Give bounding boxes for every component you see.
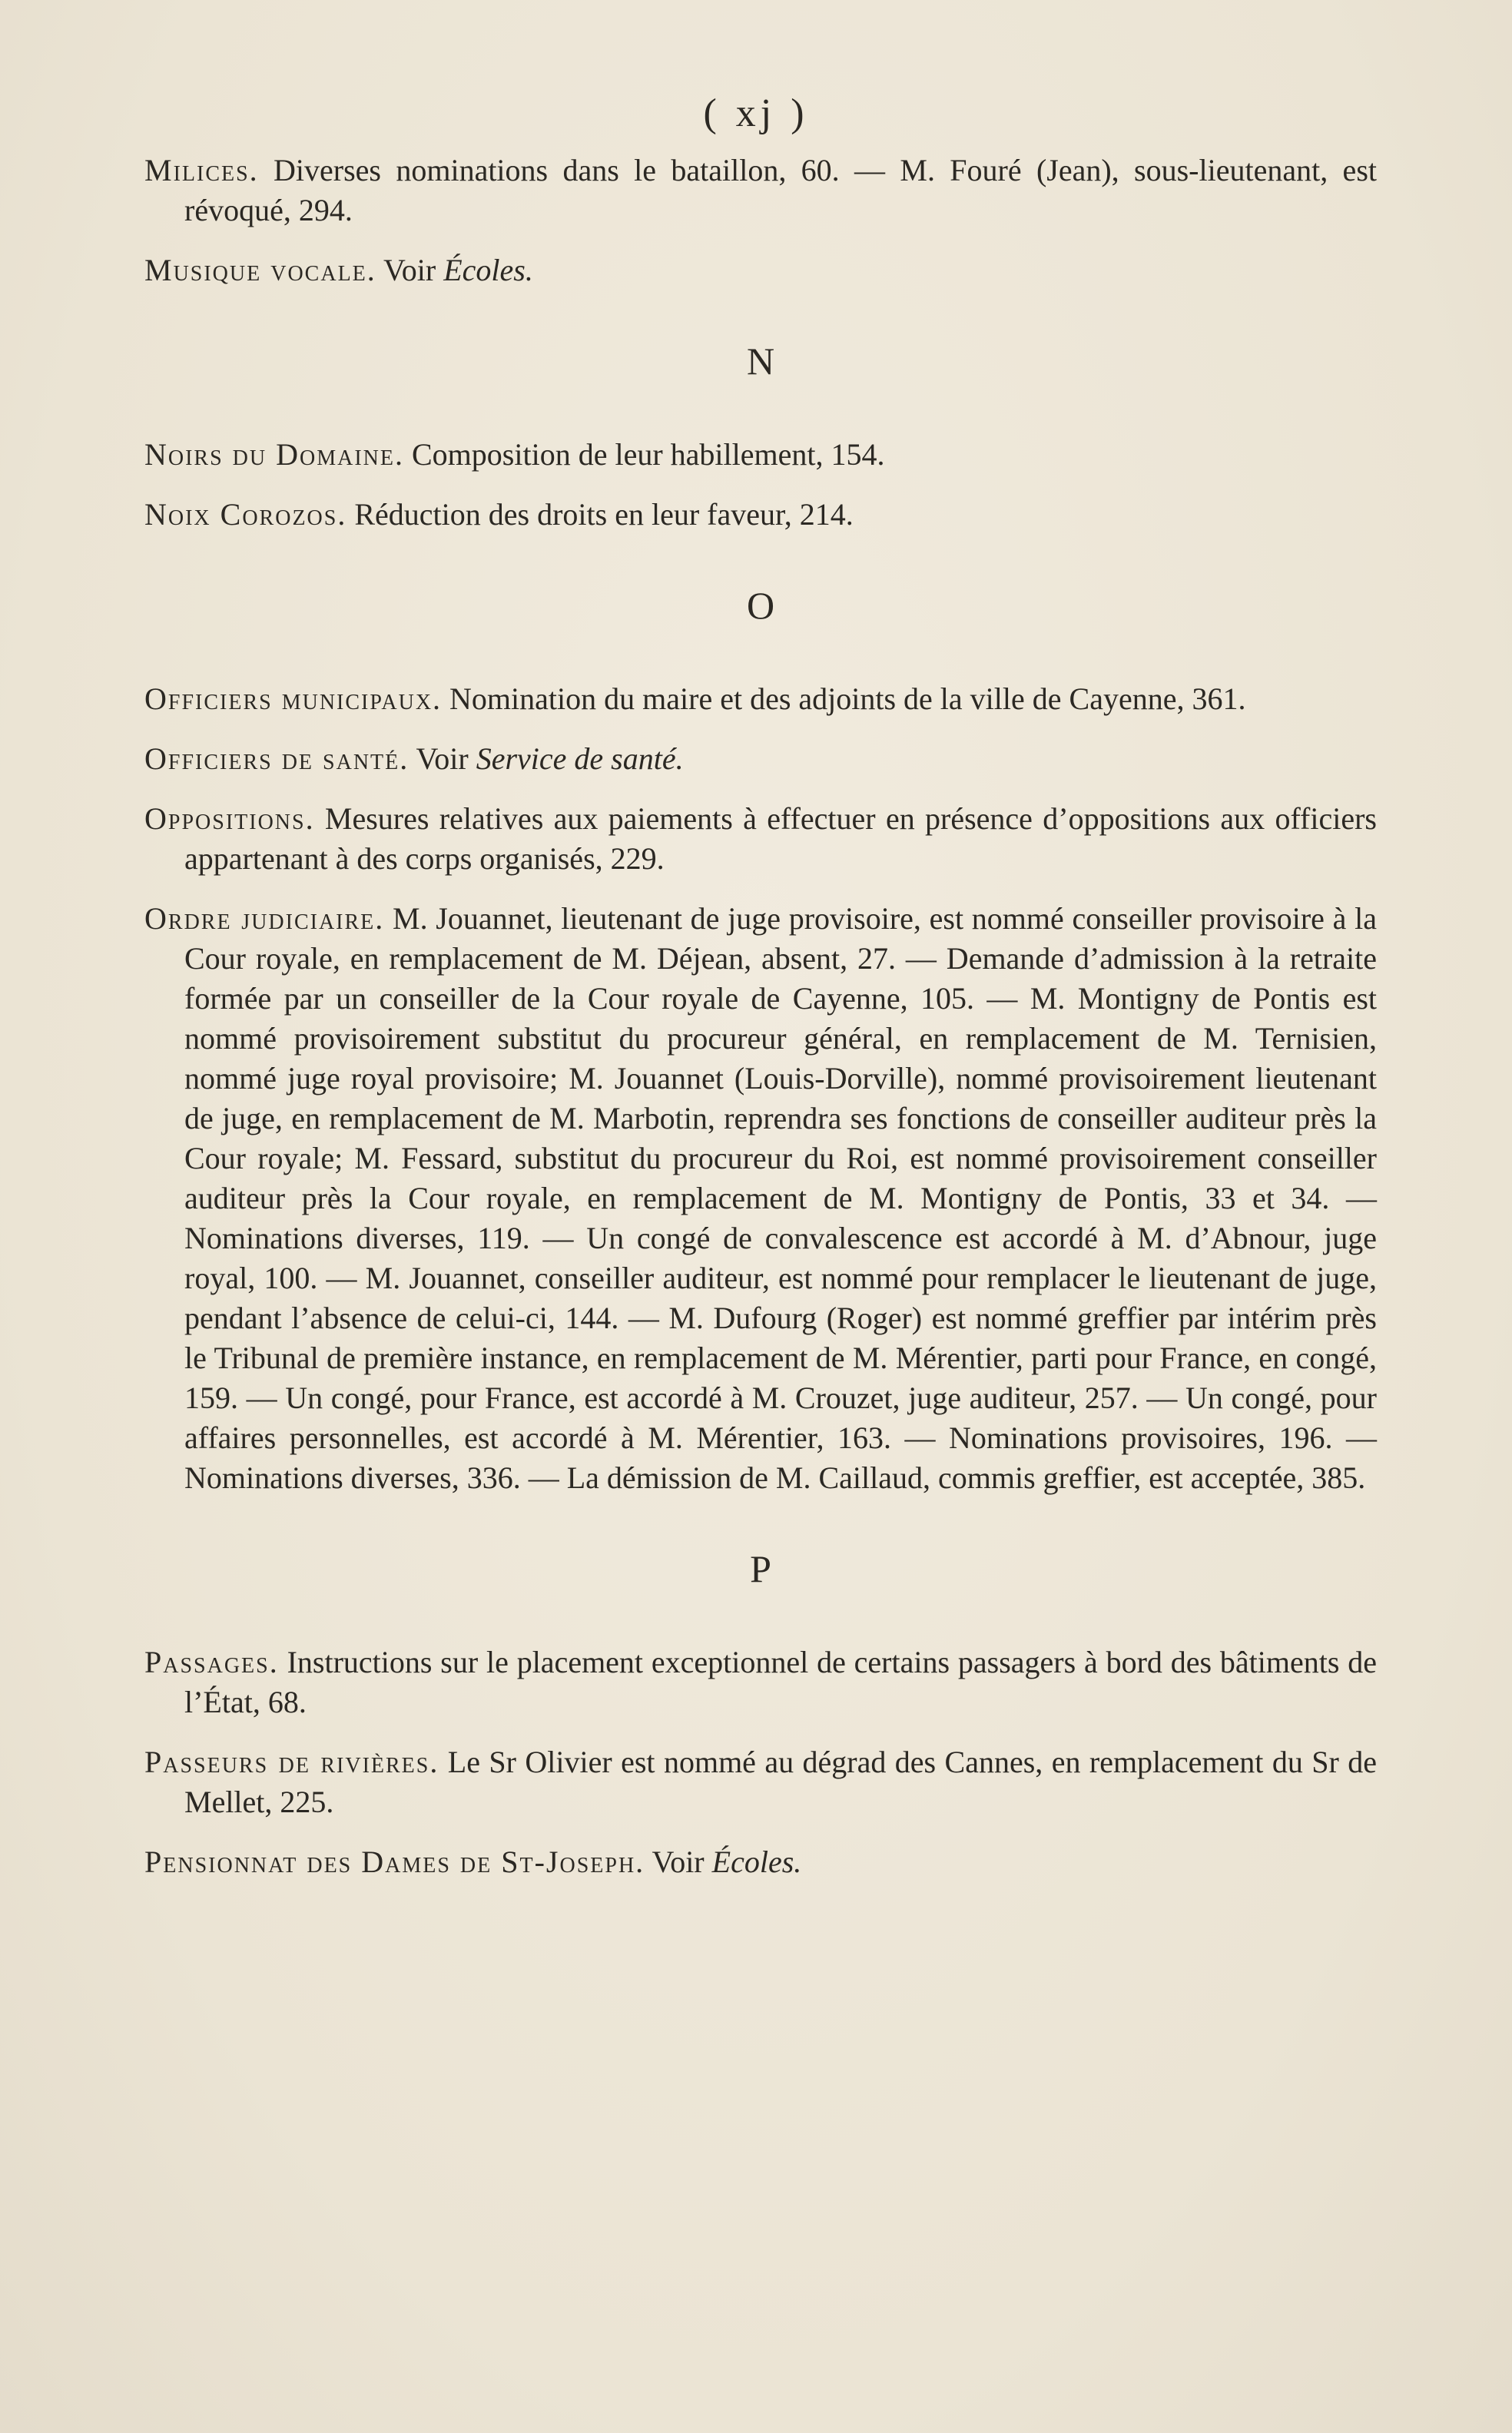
index-entry-milices — [144, 151, 1377, 230]
entry-reference: Service de santé. — [476, 741, 684, 776]
entry-heading: Officiers de santé. — [144, 741, 410, 776]
section-letter-n: N — [746, 340, 775, 383]
entry-text: Nomination du maire et des adjoints de la ville de Cayenne, 361. — [442, 681, 1246, 716]
index-entry-officiers-de-sante — [144, 739, 1377, 779]
entry-heading: Noix Corozos. — [144, 497, 347, 532]
entry-reference: Écoles. — [443, 253, 533, 287]
entry-text: Mesures relatives aux paiements à effectuer en présence d’oppositions aux officiers appartenant à des corps organisés, 229. — [184, 801, 1377, 876]
section-letter-p: P — [750, 1547, 771, 1590]
entry-text: Réduction des droits en leur faveur, 214. — [346, 497, 854, 532]
entry-text: Voir — [376, 253, 444, 287]
index-entry-oppositions — [144, 799, 1377, 879]
entry-heading: Passages. — [144, 1645, 279, 1679]
index-entry-ordre-judiciaire — [144, 899, 1377, 1498]
page-number: ( xj ) — [703, 91, 809, 135]
entry-heading: Passeurs de rivières. — [144, 1745, 439, 1779]
index-entry-noix-corozos — [144, 495, 1377, 535]
entry-text: Le Sr Olivier est nommé au dégrad des Cannes, en remplacement du Sr de Mellet, 225. — [184, 1745, 1377, 1819]
entry-heading: Musique vocale. — [144, 253, 376, 287]
entry-heading: Oppositions. — [144, 801, 315, 836]
index-text — [144, 151, 1377, 1902]
entry-reference: Écoles. — [711, 1845, 802, 1879]
entry-text: Diverses nominations dans le bataillon, 60. — M. Fouré (Jean), sous-lieutenant, est révoqué, 294. — [184, 153, 1377, 227]
entry-text: Instructions sur le placement exceptionnel de certains passagers à bord des bâtiments de l’État, 68. — [184, 1645, 1377, 1719]
index-entry-musique-vocale — [144, 250, 1377, 290]
index-entry-noirs-du-domaine — [144, 435, 1377, 475]
entry-heading: Officiers municipaux. — [144, 681, 443, 716]
entry-heading: Ordre judiciaire. — [144, 901, 385, 936]
index-entry-officiers-municipaux — [144, 679, 1377, 719]
entry-heading: Noirs du Domaine. — [144, 437, 404, 472]
entry-heading: Pensionnat des Dames de St-Joseph. — [144, 1845, 645, 1879]
section-letter-o: O — [746, 584, 775, 627]
entry-text: M. Jouannet, lieutenant de juge provisoire, est nommé conseiller provisoire à la Cour royale, en remplacement de M. Déjean, absent, 27. — Demande d’admission à la retraite formée par un conseiller de la Cour royale de Cayenne, 105. — M. Montigny de Pontis est nommé provisoirement substitut du procureur général, en remplacement de M. Ternisien, nommé juge royal provisoire; M. Jouannet (Louis-Dorville), nommé provisoirement lieutenant de juge, en remplacement de M. Marbotin, reprendra ses fonctions de conseiller auditeur près la Cour royale; M. Fessard, substitut du procureur du Roi, est nommé provisoirement conseiller auditeur près la Cour royale, en remplacement de M. Montigny de Pontis, 33 et 34. — Nominations diverses, 119. — Un congé de convalescence est accordé à M. d’Abnour, juge royal, 100. — M. Jouannet, conseiller auditeur, est nommé pour remplacer le lieutenant de juge, pendant l’absence de celui-ci, 144. — M. Dufourg (Roger) est nommé greffier par intérim près le Tribunal de première instance, en remplacement de M. Mérentier, parti pour France, en congé, 159. — Un congé, pour France, est accordé à M. Crouzet, juge auditeur, 257. — Un congé, pour affaires personnelles, est accordé à M. Mérentier, 163. — Nominations provisoires, 196. — Nominations diverses, 336. — La démission de M. Caillaud, commis greffier, est acceptée, 385. — [184, 901, 1377, 1495]
index-entry-passages — [144, 1642, 1377, 1722]
entry-text: Voir — [409, 741, 476, 776]
index-entry-pensionnat — [144, 1842, 1377, 1882]
entry-text: Composition de leur habillement, 154. — [404, 437, 885, 472]
entry-text: Voir — [645, 1845, 712, 1879]
entry-heading: Milices. — [144, 153, 259, 187]
index-entry-passeurs-de-rivieres — [144, 1742, 1377, 1822]
